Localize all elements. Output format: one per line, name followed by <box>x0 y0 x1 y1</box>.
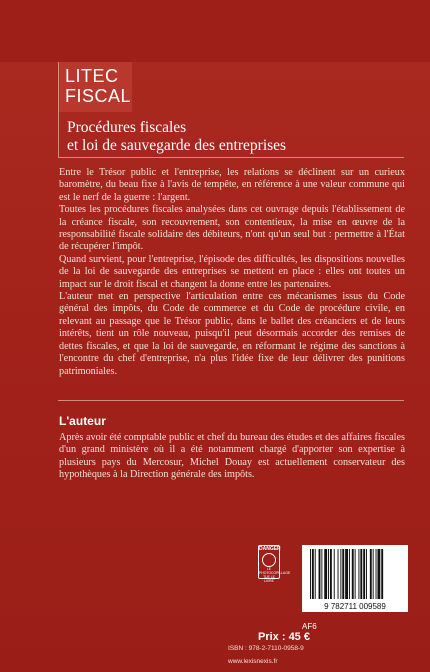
barcode-bar <box>330 549 332 599</box>
barcode-bar <box>376 549 377 599</box>
book-description <box>59 167 405 378</box>
barcode-bar <box>312 549 314 599</box>
barcode-bar <box>315 549 316 599</box>
barcode-bar <box>349 549 350 599</box>
barcode-bar <box>352 549 354 599</box>
barcode-bar <box>366 549 367 599</box>
barcode-bar <box>355 549 356 599</box>
book-title <box>67 119 397 155</box>
barcode-bar <box>321 549 322 599</box>
title-line1: Procédures fiscales <box>67 119 187 136</box>
author-bio-text: Après avoir été comptable public et chef du bureau des études et des affaires fiscales d'un grand ministère où il a été notamment chargé d'apporter son expertise à plusieurs pays du Mercosur, Michel Douay est actuellement conservateur des hypothèques à la Direction générale des impôts. <box>59 432 405 481</box>
collection-logo <box>58 62 132 112</box>
barcode-bar <box>319 549 321 599</box>
divider-middle <box>58 400 404 401</box>
price: Prix : 45 € <box>258 631 310 643</box>
barcode-bar <box>340 549 341 599</box>
title-line2: et loi de sauvegarde des entreprises <box>67 137 287 154</box>
barcode-bar <box>377 549 380 599</box>
barcode-bar <box>381 549 383 599</box>
barcode-bar <box>358 549 359 599</box>
barcode-bar <box>363 549 365 599</box>
author-heading: L'auteur <box>59 414 106 428</box>
author-bio <box>59 432 405 482</box>
barcode-bars <box>302 545 408 612</box>
danger-icon <box>262 553 276 567</box>
top-band <box>0 0 430 62</box>
website-link: www.lexisnexis.fr <box>228 658 278 665</box>
barcode-bar <box>324 549 327 599</box>
barcode <box>302 545 408 612</box>
barcode-bar <box>345 549 348 599</box>
barcode-bar <box>370 549 372 599</box>
barcode-bar <box>342 549 344 599</box>
barcode-bar <box>310 549 311 599</box>
description-paragraph: Entre le Trésor public et l'entreprise, les relations se déclinent sur un curieux baromètre, du beau fixe à l'avis de tempête, en référence à une valeur commune qui est le nerf de la guerre : l'argent. <box>59 167 405 203</box>
barcode-bar <box>338 549 339 599</box>
product-code: AF6 <box>302 622 317 631</box>
divider-vertical <box>58 112 59 157</box>
barcode-digits: 9 782711 009589 <box>324 602 386 611</box>
description-paragraph: Toutes les procédures fiscales analysées dans cet ouvrage depuis l'établissement de la créance fiscale, son recouvrement, son contentieux, la mise en œuvre de la responsabilité fiscale solidaire des débiteurs, n'ont qu'un seul but : permettre à l'État de récupérer l'impôt. <box>59 204 405 253</box>
collection-name-line1: LITEC <box>65 66 119 86</box>
description-paragraph: Quand survient, pour l'entreprise, l'épisode des difficultés, les dispositions nouvelles de la loi de sauvegarde des entreprises se mettent en place : elles ont toutes un impact sur le droit fiscal et changent la donne entre les partenaires. <box>59 253 405 290</box>
description-paragraph: L'auteur met en perspective l'articulation entre ces mécanismes issus du Code général des impôts, du Code de commerce et du Code de procédure civile, en relevant au passage que le Trésor public, dans le ballet des créanciers et de leurs intérêts, tient un rôle nouveau, puisqu'il peut désormais accorder des remises de dettes fiscales, et que la loi de sauvegarde, en réformant le régime des sanctions à l'encontre du chef d'entreprise, n'a plus l'idée fixe de leur délivrer des punitions patrimoniales. <box>59 291 405 377</box>
collection-name-line2: FISCAL <box>65 86 132 106</box>
barcode-bar <box>360 549 362 599</box>
photocopy-warning-badge <box>258 545 291 583</box>
barcode-bar <box>328 549 329 599</box>
barcode-bar <box>334 549 335 599</box>
divider-top <box>58 157 404 158</box>
isbn: ISBN : 978-2-7110-0958-9 <box>228 645 304 652</box>
danger-subtext: LE PHOTOCOPILLAGE TUE LE LIVRE <box>259 567 291 583</box>
danger-label: DANGER <box>259 546 281 552</box>
barcode-bar <box>373 549 374 599</box>
